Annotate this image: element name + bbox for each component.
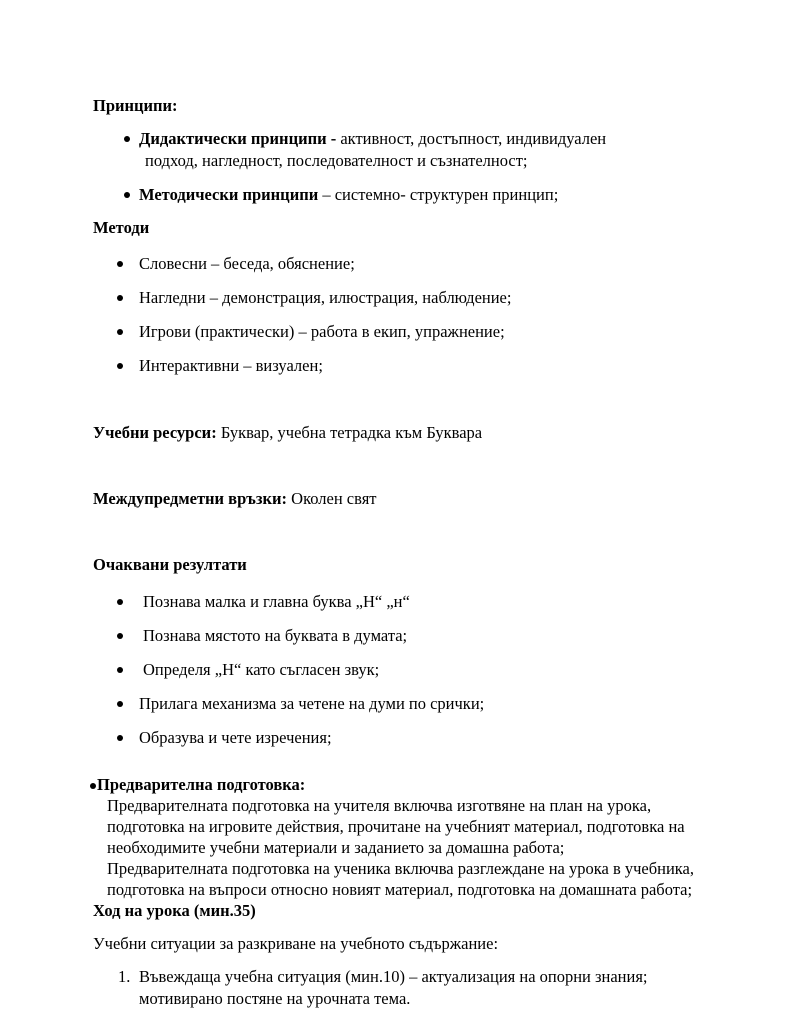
preparation-heading: Предварителна подготовка: <box>97 775 306 794</box>
principles-heading: Принципи: <box>93 96 178 115</box>
course-intro: Учебни ситуации за разкриване на учебното съдържание: <box>93 934 499 953</box>
principle-label: Методически принципи <box>139 185 319 204</box>
result-item: Познава мястото на буквата в думата; <box>143 626 408 645</box>
results-heading: Очаквани резултати <box>93 555 247 574</box>
bullet-icon <box>117 735 123 741</box>
bullet-icon <box>117 667 123 673</box>
principle-item-didactic <box>139 129 606 149</box>
principle-label: Дидактически принципи - <box>139 129 337 148</box>
preparation-line: подготовка на игровите действия, прочитане на учебният материал, подготовка на <box>107 817 685 836</box>
preparation-line: Предварителната подготовка на учителя включва изготвяне на план на урока, <box>107 796 652 815</box>
course-item-line: мотивирано постяне на урочната тема. <box>139 989 411 1008</box>
bullet-icon <box>117 363 123 369</box>
bullet-icon <box>117 329 123 335</box>
course-item-line: Въвеждаща учебна ситуация (мин.10) – актуализация на опорни знания; <box>139 967 648 986</box>
course-item-number: 1. <box>118 967 131 986</box>
principle-item-continuation: подход, нагледност, последователност и съзнателност; <box>145 151 528 170</box>
method-item: Интерактивни – визуален; <box>139 356 323 375</box>
resources-label: Учебни ресурси: <box>93 423 217 442</box>
bullet-icon <box>117 701 123 707</box>
bullet-icon <box>117 599 123 605</box>
method-item: Словесни – беседа, обяснение; <box>139 254 355 273</box>
bullet-icon <box>124 192 130 198</box>
bullet-icon <box>90 783 96 789</box>
course-heading: Ход на урока (мин.35) <box>93 901 256 920</box>
principle-text: – системно- структурен принцип; <box>318 185 559 204</box>
preparation-line: подготовка на въпроси относно новият материал, подготовка на домашната работа; <box>107 880 693 899</box>
bullet-icon <box>117 295 123 301</box>
result-item: Определя „Н“ като съгласен звук; <box>143 660 380 679</box>
method-item: Нагледни – демонстрация, илюстрация, наблюдение; <box>139 288 512 307</box>
result-item: Познава малка и главна буква „Н“ „н“ <box>143 592 410 611</box>
result-item: Образува и чете изречения; <box>139 728 332 747</box>
resources-line <box>93 423 482 443</box>
methods-heading: Методи <box>93 218 150 237</box>
result-item: Прилага механизма за четене на думи по срички; <box>139 694 485 713</box>
links-text: Околен свят <box>287 489 377 508</box>
bullet-icon <box>117 633 123 639</box>
preparation-line: необходимите учебни материали и заданието за домашна работа; <box>107 838 565 857</box>
method-item: Игрови (практически) – работа в екип, упражнение; <box>139 322 505 341</box>
preparation-line: Предварителната подготовка на ученика включва разглеждане на урока в учебника, <box>107 859 694 878</box>
bullet-icon <box>124 136 130 142</box>
links-line <box>93 489 377 509</box>
links-label: Междупредметни връзки: <box>93 489 288 508</box>
bullet-icon <box>117 261 123 267</box>
principle-text: активност, достъпност, индивидуален <box>336 129 607 148</box>
resources-text: Буквар, учебна тетрадка към Буквара <box>216 423 483 442</box>
principle-item-methodical <box>139 185 558 205</box>
